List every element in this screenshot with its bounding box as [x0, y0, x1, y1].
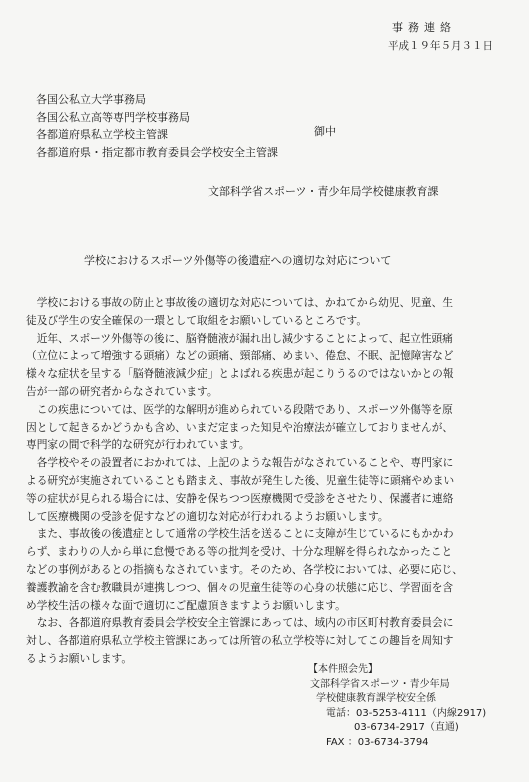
body-line: 各学校やその設置者におかれては、上記のような報告がなされていることや、専門家に	[26, 456, 454, 470]
body-line: 専門家の間で科学的な研究が行われています。	[26, 438, 250, 452]
recipient-honorific: 御中	[314, 125, 336, 138]
body-line: 対し、各都道府県私立学校主管課にあっては所管の私立学校等に対してこの趣旨を周知す	[26, 634, 454, 648]
body-line: らず、まわりの人から単に怠慢である等の批判を受け、十分な理解を得られなかったこと	[26, 545, 453, 559]
body-line: よる研究が実施されていることも踏まえ、事故が発生した後、児童生徒等に頭痛やめまい	[26, 473, 455, 487]
body-line: 学校における事故の防止と事故後の適切な対応については、かねてから幼児、児童、生	[26, 296, 454, 309]
contact-heading: 【本件照会先】	[308, 664, 378, 675]
body-line: 様々な症状を呈する「脳脊髄液減少症」とよばれる疾患が起こりうるのではないかとの報	[26, 367, 454, 381]
contact-organization: 文部科学省スポーツ・青少年局	[310, 678, 450, 690]
sender-department: 文部科学省スポーツ・青少年局学校健康教育課	[208, 185, 439, 198]
body-line: 養護教諭を含む教職員が連携しつつ、個々の児童生徒等の心身の状態に応じ、学習面を含	[26, 580, 454, 594]
recipient-line: 各国公私立大学事務局	[36, 93, 146, 106]
body-line: るようお願いします。	[26, 651, 133, 665]
contact-section: 学校健康教育課学校安全係	[316, 693, 436, 705]
body-line: 因として起きるかどうかも含め、いまだ定まった知見や治療法が確立しておりませんが、	[26, 420, 454, 434]
document-subject: 学校におけるスポーツ外傷等の後遺症への適切な対応について	[84, 254, 392, 267]
body-line: また、事故後の後遺症として通常の学校生活を送ることに支障が生じているにもかかわ	[26, 527, 454, 541]
body-line: して医療機関の受診を促すなどの適切な対応が行われるようお願いします。	[26, 509, 389, 523]
body-line: などの事例があるとの指摘もなされています。そのため、各学校においては、必要に応じ、	[26, 562, 463, 576]
recipient-line: 各国公私立高等専門学校事務局	[36, 110, 190, 124]
body-line: 徒及び学生の安全確保の一環として取組をお願いしているところです。	[26, 313, 368, 327]
document-date: 平成１９年５月３１日	[388, 40, 493, 52]
body-line: なお、各都道府県教育委員会学校安全主管課にあっては、域内の市区町村教育委員会に	[26, 616, 454, 630]
body-line: め学校生活の様々な面で適切にご配慮頂きますようお願いします。	[26, 598, 346, 612]
body-line: 等の症状が見られる場合には、安静を保ちつつ医療機関で受診をさせたり、保護者に連絡	[26, 491, 454, 505]
recipient-line: 各都道府県・指定都市教育委員会学校安全主管課	[36, 145, 278, 159]
contact-block	[308, 663, 486, 751]
document-type-label: 事務連絡	[392, 21, 456, 34]
contact-fax: FAX ：03-6734-3794	[326, 736, 429, 748]
body-line: 近年、スポーツ外傷等の後に、脳脊髄液が漏れ出し減少することによって、起立性頭痛	[26, 331, 453, 345]
contact-direct-phone: 03-6734-2917（直通)	[354, 722, 459, 734]
contact-phone: 電話：03-5253-4111（内線2917)	[326, 707, 487, 719]
document-body	[26, 294, 511, 668]
body-line: 告が一部の研究者からなされています。	[26, 384, 218, 398]
body-line: （立位によって増強する頭痛）などの頭痛、頸部痛、めまい、倦怠、不眠、記憶障害など	[26, 349, 454, 363]
recipient-list	[36, 91, 278, 161]
recipient-line: 各都道府県私立学校主管課	[36, 128, 168, 141]
body-line: この疾患については、医学的な解明が進められている段階であり、スポーツ外傷等を原	[26, 402, 453, 416]
